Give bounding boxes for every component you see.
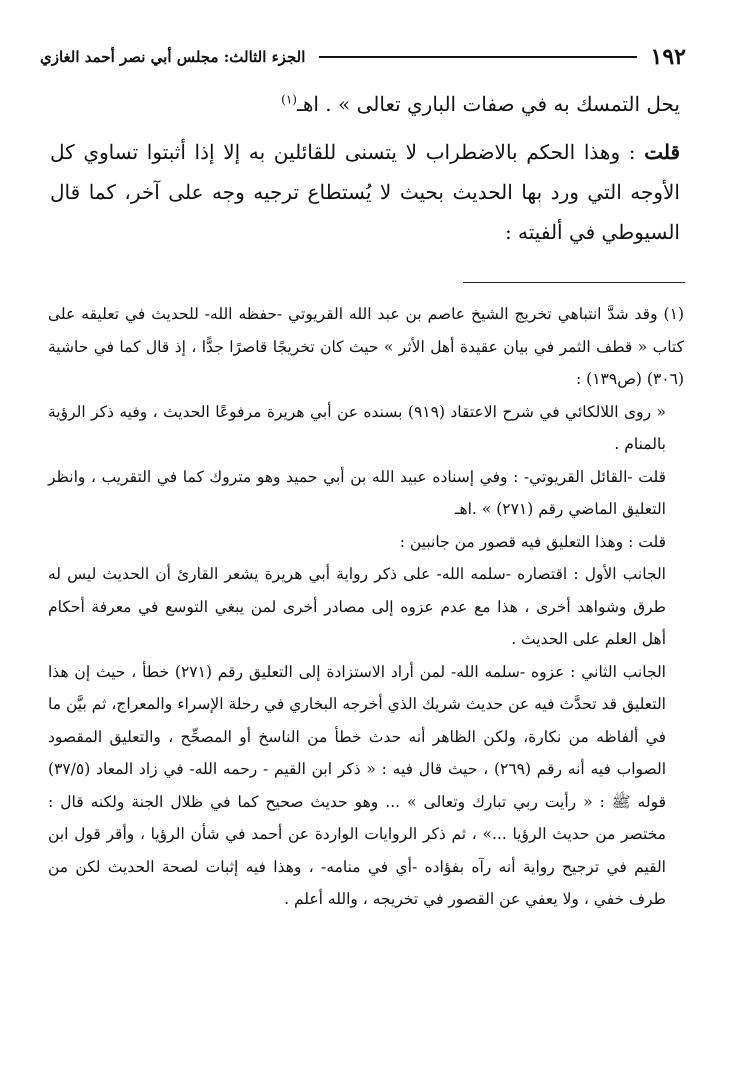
footnote-paragraph: الجانب الثاني : عزوه -سلمه الله- لمن أراد الاستزادة إلى التعليق رقم (٢٧١) خطأ ، حيث إن هذا التعليق قد تحدَّث فيه عن حديث شريك الذي أخرجه البخاري في رحلة الإسراء والمعراج، ثم بيَّن ما في ألفاظه من نكارة، ولكن الظاهر أنه حدث خطأ من الناسخ أو المصحِّح ، والتعليق المقصود الصواب فيه أنه رقم (٢٦٩) ، حيث قال فيه : « ذكر ابن القيم - رحمه الله- في زاد المعاد (٣٧/٥) قوله ﷺ : « رأيت ربي تبارك وتعالى » ... وهو حديث صحيح كما في ظلال الجنة ولكنه قال : مختصر من حديث الرؤيا ...» ، ثم ذكر الروايات الواردة عن أحمد في شأن الرؤيا ، وأقر قول ابن القيم في ترجيح رواية أنه رآه بفؤاده -أي في منامه- ، وهذا فيه إثبات لصحة الحديث لكن من طرف خفي ، ولا يعفي عن القصور في تخريجه ، والله أعلم . [48, 662, 666, 908]
main-paragraph-body: : وهذا الحكم بالاضطراب لا يتسنى للقائلين به إلا إذا أثبتوا تساوي كل الأوجه التي ورد بها الحديث بحيث لا يُستطاع ترجيه وجه على آخر، كما قال السيوطي في ألفيته : [50, 140, 680, 244]
footnote-separator [463, 282, 685, 283]
footnote-paragraph: (١) وقد شدَّ انتباهي تخريج الشيخ عاصم بن عبد الله القريوتي -حفظه الله- للحديث في تعليقه على كتاب « قطف الثمر في بيان عقيدة أهل الأثر » حيث كان تخريجًا قاصرًا جدًّا ، إذ قال كما في حاشية (٣٠٦) (ص١٣٩) : [48, 305, 684, 388]
main-paragraph [50, 132, 680, 252]
main-line-1: يحل التمسك به في صفات الباري تعالى » . اهـ [296, 92, 680, 116]
page-number: ١٩٢ [650, 44, 686, 70]
footnotes [48, 298, 684, 916]
main-text [50, 84, 680, 252]
footnote-paragraph: قلت : وهذا التعليق فيه قصور من جانبين : [399, 532, 666, 551]
footnote-paragraph: الجانب الأول : اقتصاره -سلمه الله- على ذكر رواية أبي هريرة يشعر القارئ أن الحديث ليس له طرق وشواهد أخرى ، هذا مع عدم عزوه إلى مصادر أخرى لمن يبغي التوسع في معرفة أحكام أهل العلم على الحديث . [48, 565, 666, 648]
footnote-paragraph: « روى اللالكائي في شرح الاعتقاد (٩١٩) بسنده عن أبي هريرة مرفوعًا الحديث ، وفيه ذكر الرؤية بالمنام . [48, 402, 666, 453]
header-rule [319, 56, 636, 58]
running-title: الجزء الثالث: مجلس أبي نصر أحمد الغازي [40, 48, 306, 66]
footnote-reference: (١) [281, 92, 297, 107]
footnote-paragraph: قلت -القائل القريوتي- : وفي إسناده عبيد الله بن أبي حميد وهو متروك كما في التقريب ، وانظر التعليق الماضي رقم (٢٧١) » .اهـ [48, 467, 666, 518]
page-header [40, 40, 686, 74]
qultu-lead: قلت [644, 140, 681, 164]
main-paragraph [50, 84, 680, 124]
